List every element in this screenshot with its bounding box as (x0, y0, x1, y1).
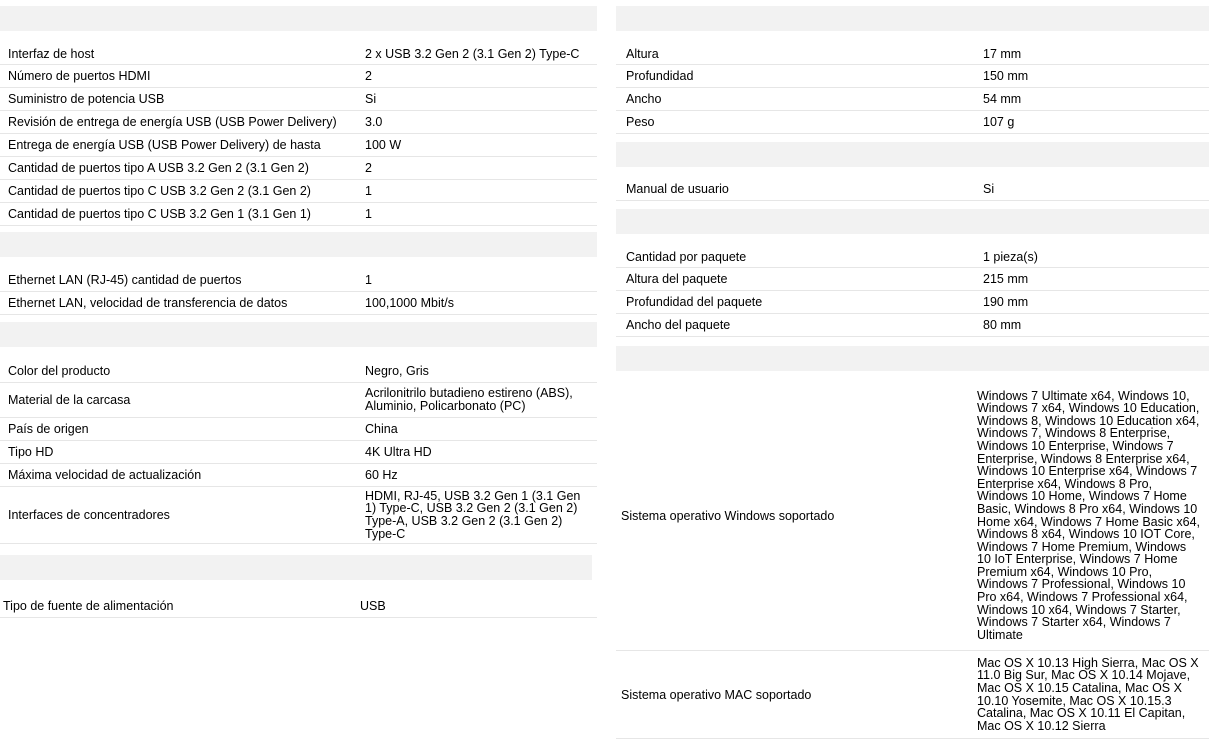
spec-label: Altura (626, 46, 659, 61)
spec-value: 1 pieza(s) (983, 249, 1038, 264)
spec-row (0, 487, 597, 544)
spec-row (0, 111, 597, 134)
section-header-contenido-del-embalaje (616, 142, 1209, 167)
section-header-software (616, 346, 1209, 371)
spec-label: Número de puertos HDMI (8, 69, 151, 83)
spec-row (0, 203, 597, 226)
spec-value: Si (365, 92, 377, 106)
spec-row (0, 418, 597, 441)
spec-row (0, 360, 597, 383)
section-header-control-de-energia (0, 555, 592, 580)
spec-label: Color del producto (8, 364, 111, 378)
spec-row (616, 268, 1209, 291)
spec-row (0, 594, 597, 618)
spec-row (616, 381, 1209, 651)
spec-row (616, 291, 1209, 314)
spec-value: 1 (365, 207, 372, 221)
spec-value: Windows 7 Ultimate x64, Windows 10, Windows 7 x64, Windows 10 Education, Windows 8, Windows 10 Education x64, Windows 7, Windows 8 Enterprise, Windows 10 Enterprise, Windows 7 Enterprise, Windows 8 Enterprise x64, Windows 10 Enterprise x64, Windows 7 Enterprise x64, Windows 8 Pro, Windows 10 Home, Windows 7 Home Basic, Windows 8 Pro x64, Windows 10 Home x64, Windows 7 Home Basic x64, Windows 8 x64, Windows 10 IOT Core, Windows 7 Home Premium, Windows 10 IoT Enterprise, Windows 7 Home Premium x64, Windows 10 Pro, Windows 7 Professional, Windows 10 Pro x64, Windows 7 Professional x64, Windows 10 x64, Windows 7 Starter, Windows 7 Starter x64, Windows 7 Ultimate (977, 388, 1201, 642)
spec-value: 107 g (983, 115, 1015, 129)
spec-value: 100,1000 Mbit/s (365, 296, 454, 310)
spec-value: 2 (365, 69, 372, 83)
spec-value: 4K Ultra HD (365, 445, 432, 459)
spec-row (616, 246, 1209, 268)
spec-value: 54 mm (983, 92, 1022, 106)
spec-row (0, 269, 597, 292)
spec-value: 100 W (365, 138, 402, 152)
spec-row (616, 178, 1209, 201)
spec-row (616, 65, 1209, 88)
spec-label: Cantidad de puertos tipo C USB 3.2 Gen 2 (3.1 Gen 2) (8, 184, 311, 198)
section-header-desempeno (0, 322, 597, 347)
spec-value: Mac OS X 10.13 High Sierra, Mac OS X 11.0 Big Sur, Mac OS X 10.14 Mojave, Mac OS X 10.15 Catalina, Mac OS X 10.10 Yosemite, Mac OS X 10.15.3 Catalina, Mac OS X 10.11 El Capitan, Mac OS X 10.12 Sierra (977, 655, 1199, 733)
spec-label: País de origen (8, 422, 89, 436)
spec-label: Profundidad del paquete (626, 295, 763, 309)
spec-value: 3.0 (365, 115, 383, 129)
spec-row (616, 111, 1209, 134)
spec-row (0, 157, 597, 180)
spec-value: China (365, 422, 398, 436)
spec-value: 80 mm (983, 318, 1022, 332)
spec-row (0, 441, 597, 464)
spec-label: Máxima velocidad de actualización (8, 468, 202, 482)
spec-value: 17 mm (983, 46, 1022, 61)
section-header-empaquetado (616, 209, 1209, 234)
spec-value: 1 (365, 273, 372, 287)
spec-row (616, 314, 1209, 337)
spec-row (0, 65, 597, 88)
spec-label: Ethernet LAN (RJ-45) cantidad de puertos (8, 273, 242, 287)
spec-label: Material de la carcasa (8, 393, 131, 407)
section-header-conexion (0, 232, 597, 257)
spec-label: Profundidad (626, 69, 694, 83)
spec-label: Cantidad de puertos tipo C USB 3.2 Gen 1 (3.1 Gen 1) (8, 207, 311, 221)
spec-value: USB (360, 598, 386, 613)
spec-value: 190 mm (983, 295, 1029, 309)
section-header-peso-y-dimensiones (616, 6, 1209, 31)
spec-label: Revisión de entrega de energía USB (USB Power Delivery) (8, 115, 337, 129)
spec-row (616, 651, 1209, 739)
spec-label: Ancho (626, 92, 662, 106)
spec-row (0, 88, 597, 111)
spec-value: Si (983, 182, 995, 196)
spec-row (616, 88, 1209, 111)
spec-value: 1 (365, 184, 372, 198)
spec-row (616, 43, 1209, 65)
spec-value: Acrilonitrilo butadieno estireno (ABS), Aluminio, Policarbonato (PC) (365, 386, 573, 413)
spec-label: Entrega de energía USB (USB Power Delivery) de hasta (8, 138, 321, 152)
spec-row (0, 180, 597, 203)
spec-label: Manual de usuario (626, 182, 729, 196)
spec-label: Sistema operativo Windows soportado (621, 508, 835, 523)
spec-label: Tipo HD (8, 445, 54, 459)
spec-row (0, 383, 597, 418)
spec-label: Suministro de potencia USB (8, 92, 165, 106)
spec-label: Sistema operativo MAC soportado (621, 687, 812, 702)
spec-value: 60 Hz (365, 468, 398, 482)
spec-label: Tipo de fuente de alimentación (3, 598, 174, 613)
spec-label: Ethernet LAN, velocidad de transferencia de datos (8, 296, 288, 310)
spec-value: 2 (365, 161, 372, 175)
spec-label: Cantidad por paquete (626, 249, 747, 264)
spec-row (0, 43, 597, 65)
spec-label: Interfaz de host (8, 46, 95, 61)
spec-label: Peso (626, 115, 655, 129)
spec-value: 215 mm (983, 272, 1029, 286)
spec-value: 150 mm (983, 69, 1029, 83)
spec-label: Ancho del paquete (626, 318, 731, 332)
spec-label: Altura del paquete (626, 272, 728, 286)
spec-label: Cantidad de puertos tipo A USB 3.2 Gen 2 (3.1 Gen 2) (8, 161, 309, 175)
spec-value: Negro, Gris (365, 364, 429, 378)
spec-value: HDMI, RJ-45, USB 3.2 Gen 1 (3.1 Gen 1) Type-C, USB 3.2 Gen 2 (3.1 Gen 2) Type-A, USB 3.2 Gen 2 (3.1 Gen 2) Type-C (365, 488, 581, 541)
spec-row (0, 464, 597, 487)
section-header-puertos-e-interfaces (0, 6, 597, 31)
spec-row (0, 134, 597, 157)
spec-label: Interfaces de concentradores (8, 508, 170, 522)
spec-row (0, 292, 597, 315)
spec-value: 2 x USB 3.2 Gen 2 (3.1 Gen 2) Type-C (365, 46, 580, 61)
